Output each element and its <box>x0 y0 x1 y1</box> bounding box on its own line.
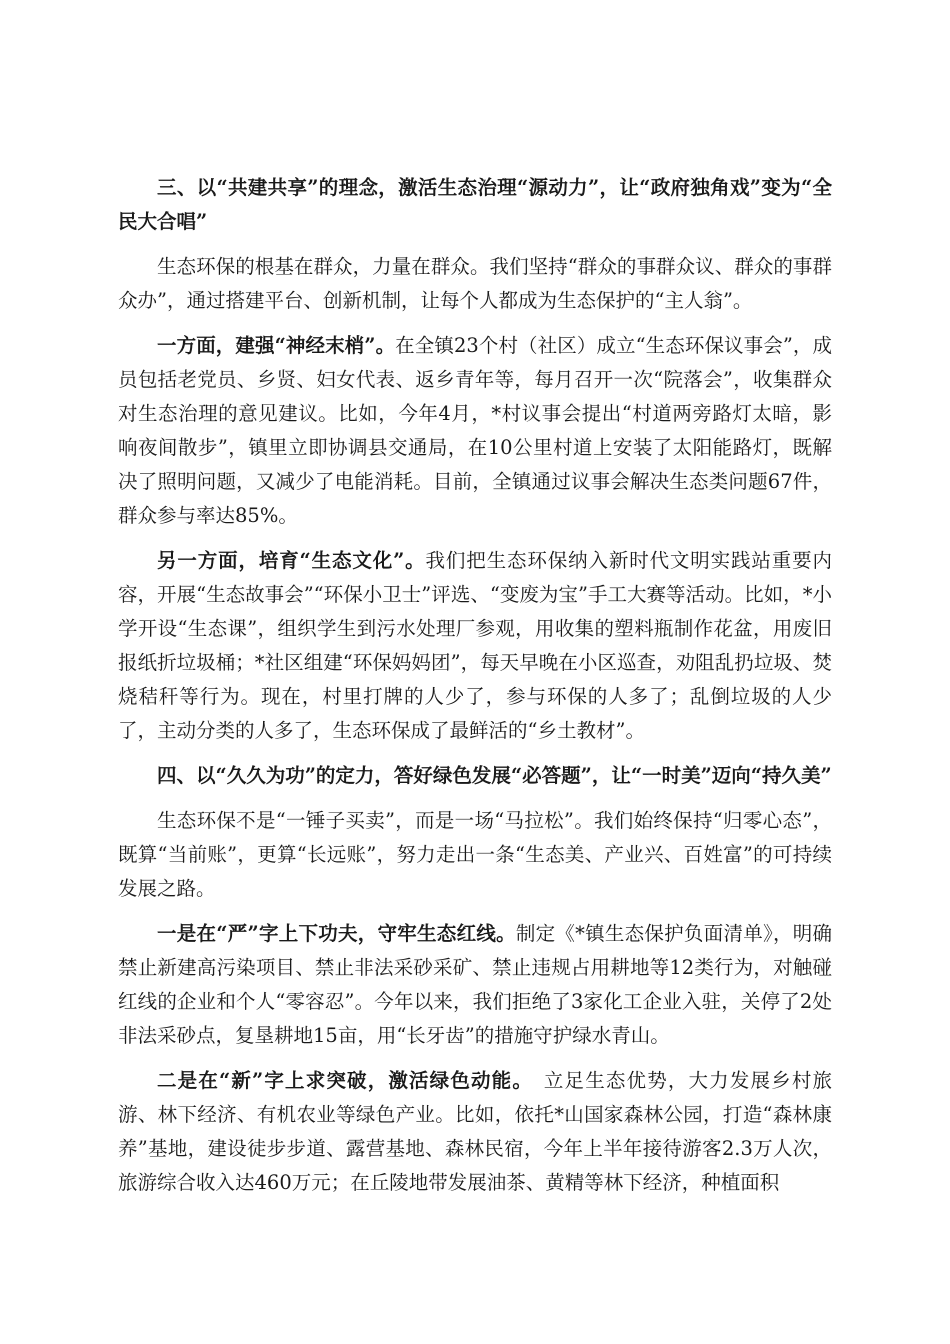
section-4-intro: 生态环保不是“一锤子买卖”，而是一场“马拉松”。我们始终保持“归零心态”，既算“当前账”，更算“长远账”，努力走出一条“生态美、产业兴、百姓富”的可持续发展之路。 <box>118 809 832 900</box>
section-4-point-2 <box>118 1064 832 1200</box>
section-3-point-2-lead: 另一方面，培育“生态文化”。 <box>157 549 426 572</box>
section-3-point-1-lead: 一方面，建强“神经末梢”。 <box>157 334 396 357</box>
section-3-intro: 生态环保的根基在群众，力量在群众。我们坚持“群众的事群众议、群众的事群众办”，通过搭建平台、创新机制，让每个人都成为生态保护的“主人翁”。 <box>118 255 832 312</box>
section-4-point-2-body: 立足生态优势，大力发展乡村旅游、林下经济、有机农业等绿色产业。比如，依托*山国家森林公园，打造“森林康养”基地，建设徒步步道、露营基地、森林民宿，今年上半年接待游客2.3万人次，旅游综合收入达460万元；在丘陵地带发展油茶、黄精等林下经济，种植面积 <box>118 1069 832 1194</box>
section-3-point-1-body: 在全镇23个村（社区）成立“生态环保议事会”，成员包括老党员、乡贤、妇女代表、返乡青年等，每月召开一次“院落会”，收集群众对生态治理的意见建议。比如，今年4月，*村议事会提出“村道两旁路灯太暗，影响夜间散步”，镇里立即协调县交通局，在10公里村道上安装了太阳能路灯，既解决了照明问题，又减少了电能消耗。目前，全镇通过议事会解决生态类问题67件，群众参与率达85%。 <box>118 334 832 527</box>
document-body <box>118 171 832 1211</box>
section-4-point-2-lead: 二是在“新”字上求突破，激活绿色动能。 <box>157 1069 524 1092</box>
section-4-heading: 四、以“久久为功”的定力，答好绿色发展“必答题”，让“一时美”迈向“持久美” <box>157 764 832 787</box>
section-3-point-2-body: 我们把生态环保纳入新时代文明实践站重要内容，开展“生态故事会”“环保小卫士”评选、“变废为宝”手工大赛等活动。比如，*小学开设“生态课”，组织学生到污水处理厂参观，用收集的塑料瓶制作花盆，用废旧报纸折垃圾桶；*社区组建“环保妈妈团”，每天早晚在小区巡查，劝阻乱扔垃圾、焚烧秸秆等行为。现在，村里打牌的人少了，参与环保的人多了；乱倒垃圾的人少了，主动分类的人多了，生态环保成了最鲜活的“乡土教材”。 <box>118 549 832 742</box>
section-3-point-1 <box>118 329 832 533</box>
section-4-point-1-body: 制定《*镇生态保护负面清单》，明确禁止新建高污染项目、禁止非法采砂采矿、禁止违规占用耕地等12类行为，对触碰红线的企业和个人“零容忍”。今年以来，我们拒绝了3家化工企业入驻，关停了2处非法采砂点，复垦耕地15亩，用“长牙齿”的措施守护绿水青山。 <box>118 922 832 1047</box>
section-3-heading: 三、以“共建共享”的理念，激活生态治理“源动力”，让“政府独角戏”变为“全民大合唱” <box>118 176 832 233</box>
section-4-point-1-lead: 一是在“严”字上下功夫，守牢生态红线。 <box>157 922 516 945</box>
section-4-point-1 <box>118 917 832 1053</box>
section-3-point-2 <box>118 544 832 748</box>
